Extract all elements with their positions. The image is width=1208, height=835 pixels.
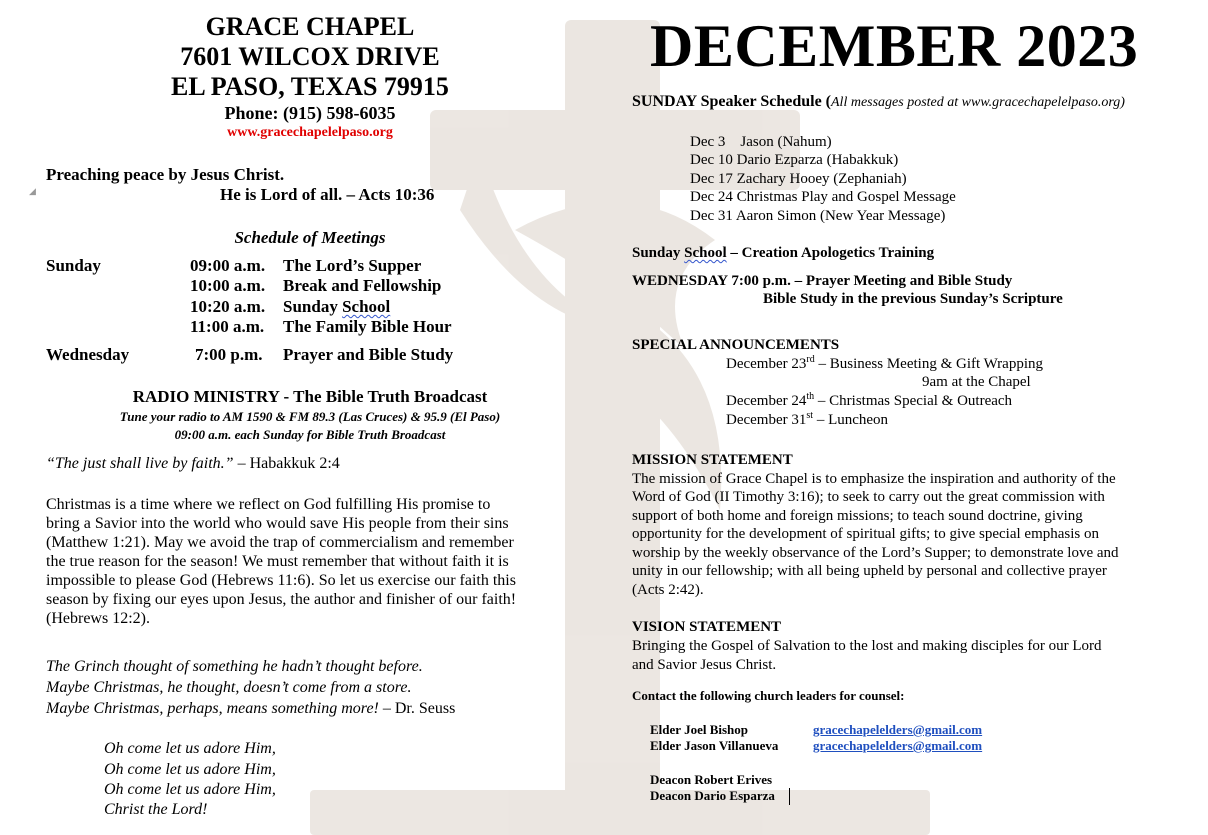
schedule-time: 11:00 a.m. [190, 317, 265, 336]
announcement-item [726, 356, 1043, 373]
schedule-time: 09:00 a.m. [190, 256, 266, 275]
paragraph-marker-icon: ◢ [29, 186, 36, 196]
church-name: GRACE CHAPEL [205, 12, 415, 41]
vision-line: Bringing the Gospel of Salvation to the lost and making disciples for our Lord [632, 638, 1102, 654]
schedule-event: Break and Fellowship [283, 276, 442, 295]
verse-ref: – Habakkuk 2:4 [233, 455, 340, 472]
mission-line: opportunity for the development of spiritual gifts; to give special emphasis on [632, 526, 1099, 542]
announcement-item [726, 393, 1012, 410]
schedule-day: Wednesday [46, 345, 130, 364]
schedule-event: The Lord’s Supper [283, 256, 422, 275]
hymn-line: Christ the Lord! [104, 801, 208, 818]
radio-line-2: 09:00 a.m. each Sunday for Bible Truth Broadcast [174, 427, 446, 442]
speaker-item: Dec 31 Aaron Simon (New Year Message) [690, 208, 946, 224]
grinch-line-2: Maybe Christmas, he thought, doesn’t come from a store. [46, 679, 412, 696]
schedule-event: The Family Bible Hour [283, 317, 452, 336]
mission-line: (Acts 2:42). [632, 582, 704, 598]
verse [46, 455, 340, 473]
schedule-time: 10:20 a.m. [190, 297, 266, 316]
ann-sup: th [806, 391, 815, 402]
speaker-item: Dec 10 Dario Ezparza (Habakkuk) [690, 152, 899, 168]
ann-text: – Business Meeting & Gift Wrapping [814, 356, 1044, 372]
schedule-event: Prayer and Bible Study [283, 345, 454, 364]
ann-text: – Luncheon [813, 412, 889, 428]
deacon-name: Deacon Robert Erives [650, 772, 773, 787]
radio-line-1: Tune your radio to AM 1590 & FM 89.3 (Las Cruces) & 95.9 (El Paso) [119, 409, 501, 424]
elder-name: Elder Joel Bishop [650, 722, 749, 737]
church-website[interactable]: www.gracechapelelpaso.org [227, 125, 393, 140]
wednesday-line-2: Bible Study in the previous Sunday’s Scripture [763, 291, 1063, 307]
event-text: Sunday [283, 297, 343, 316]
month-title: DECEMBER 2023 [650, 13, 1139, 79]
elder-name: Elder Jason Villanueva [650, 738, 779, 753]
mission-line: support of both home and foreign missions; to teach sound doctrine, giving [632, 508, 1083, 524]
speaker-heading [632, 93, 1125, 111]
paragraph-line: bring a Savior into the world who would save His people from their sins [46, 515, 509, 532]
deacon-name: Deacon Dario Esparza [650, 788, 775, 803]
grinch-text: Maybe Christmas, perhaps, means something more! [46, 700, 379, 717]
ann-text: – Christmas Special & Outreach [814, 393, 1013, 409]
schedule-day: Sunday [46, 256, 101, 275]
ann-sup: rd [806, 354, 815, 365]
announcement-item [726, 412, 888, 429]
paragraph-line: (Matthew 1:21). May we avoid the trap of commercialism and remember [46, 534, 514, 551]
hymn-line: Oh come let us adore Him, [104, 740, 276, 757]
announcements-heading: SPECIAL ANNOUNCEMENTS [632, 337, 840, 353]
ann-date: December 24 [726, 393, 807, 409]
contacts-heading: Contact the following church leaders for counsel: [632, 688, 905, 703]
hymn-line: Oh come let us adore Him, [104, 781, 276, 798]
schedule-time: 7:00 p.m. [195, 345, 263, 364]
sunday-school-line [632, 245, 934, 262]
verse-quote: “The just shall live by faith.” [46, 455, 234, 472]
paragraph-line: impossible to please God (Hebrews 11:6). So let us exercise our faith this [46, 572, 516, 589]
speaker-item: Dec 24 Christmas Play and Gospel Message [690, 189, 956, 205]
speaker-item: Dec 3 Jason (Nahum) [690, 134, 832, 150]
paragraph-line: season by fixing our eyes upon Jesus, the author and finisher of our faith! [46, 591, 517, 608]
paragraph-line: Christmas is a time where we reflect on God fulfilling His promise to [46, 496, 491, 513]
ss-pre: Sunday [632, 245, 685, 261]
mission-line: The mission of Grace Chapel is to emphasize the inspiration and authority of the [632, 471, 1116, 487]
wednesday-line-1: WEDNESDAY 7:00 p.m. – Prayer Meeting and Bible Study [632, 273, 1013, 289]
mission-line: unity in our fellowship; with all being upheld by personal and collective prayer [632, 563, 1107, 579]
schedule-title: Schedule of Meetings [234, 228, 386, 247]
ann-date: December 31 [726, 412, 807, 428]
mission-line: worship by the weekly observance of the Lord’s Supper; to demonstrate love and [632, 545, 1119, 561]
schedule-time: 10:00 a.m. [190, 276, 266, 295]
ann-date: December 23 [726, 356, 807, 372]
speaker-item: Dec 17 Zachary Hooey (Zephaniah) [690, 171, 907, 187]
mission-line: Word of God (II Timothy 3:16); to seek to carry out the great commission with [632, 489, 1105, 505]
paragraph-line: (Hebrews 12:2). [46, 610, 150, 627]
church-phone: Phone: (915) 598-6035 [224, 103, 396, 123]
grinch-line-1: The Grinch thought of something he hadn’t thought before. [46, 658, 423, 675]
schedule-event [283, 297, 390, 317]
speaker-note: All messages posted at www.gracechapelelpaso.org) [831, 95, 1125, 110]
mission-heading: MISSION STATEMENT [632, 452, 793, 468]
vision-heading: VISION STATEMENT [632, 619, 782, 635]
vision-line: and Savior Jesus Christ. [632, 657, 777, 673]
church-address: 7601 WILCOX DRIVE [180, 42, 440, 71]
church-city: EL PASO, TEXAS 79915 [171, 72, 449, 101]
elder-email-link[interactable]: gracechapelelders@gmail.com [813, 722, 983, 737]
speaker-heading-text: SUNDAY Speaker Schedule ( [632, 93, 831, 110]
text-cursor [789, 788, 790, 805]
spellcheck-word: School [684, 245, 727, 261]
spellcheck-word: School [342, 297, 391, 316]
motto-line-2: He is Lord of all. – Acts 10:36 [220, 185, 435, 204]
grinch-line-3 [46, 700, 455, 718]
elder-email-link[interactable]: gracechapelelders@gmail.com [813, 738, 983, 753]
motto-line-1: Preaching peace by Jesus Christ. [46, 165, 285, 184]
ss-post: – Creation Apologetics Training [726, 245, 935, 261]
radio-title: RADIO MINISTRY - The Bible Truth Broadcast [132, 387, 488, 406]
announcement-item-line-2: 9am at the Chapel [922, 374, 1031, 390]
grinch-attribution: – Dr. Seuss [378, 700, 456, 717]
paragraph-line: the true reason for the season! We must remember that without faith it is [46, 553, 509, 570]
ann-sup: st [806, 410, 814, 421]
hymn-line: Oh come let us adore Him, [104, 761, 276, 778]
